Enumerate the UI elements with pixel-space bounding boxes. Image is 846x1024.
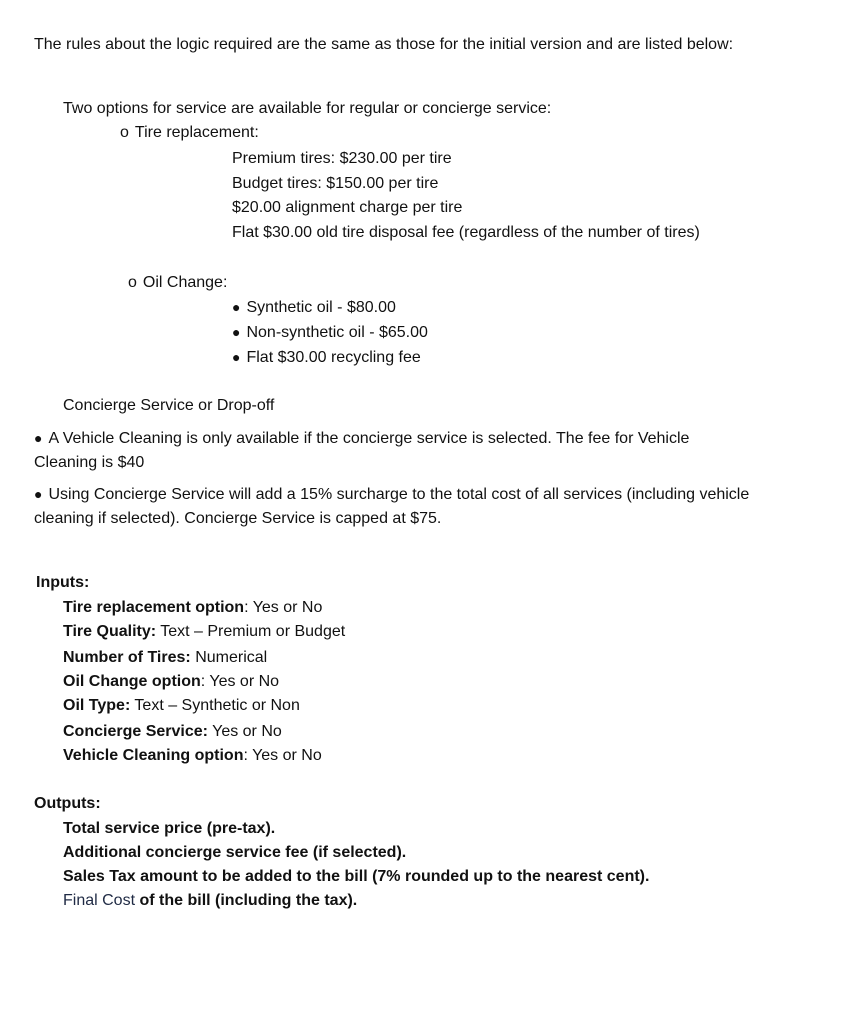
input-oil-type: Oil Type: Text – Synthetic or Non (63, 697, 300, 714)
input-oil-change: Oil Change option: Yes or No (63, 673, 280, 690)
tire-item-alignment: $20.00 alignment charge per tire (232, 199, 463, 216)
inputs-heading: Inputs: (36, 574, 90, 591)
tire-item-budget: Budget tires: $150.00 per tire (232, 175, 439, 192)
concierge-rule-cleaning: ● A Vehicle Cleaning is only available if the concierge service is selected. The fee for Vehicle Cleaning is $40 (34, 426, 754, 475)
service-options-heading: Two options for service are available for regular or concierge service: (63, 100, 552, 117)
tire-item-disposal: Flat $30.00 old tire disposal fee (regardless of the number of tires) (232, 224, 700, 241)
tire-item-premium: Premium tires: $230.00 per tire (232, 150, 452, 167)
input-tire-replacement: Tire replacement option: Yes or No (63, 599, 323, 616)
input-concierge-service: Concierge Service: Yes or No (63, 723, 282, 740)
oil-item-non-synthetic: ● Non-synthetic oil - $65.00 (232, 320, 428, 345)
output-total-price: Total service price (pre-tax). (63, 820, 276, 837)
oil-change-label: o Oil Change: (128, 271, 227, 295)
output-final-cost: Final Cost of the bill (including the tax). (63, 892, 358, 909)
oil-item-synthetic: ● Synthetic oil - $80.00 (232, 295, 396, 320)
concierge-heading: Concierge Service or Drop-off (63, 397, 275, 414)
output-concierge-fee: Additional concierge service fee (if selected). (63, 844, 407, 861)
outputs-heading: Outputs: (34, 795, 101, 812)
output-sales-tax: Sales Tax amount to be added to the bill (7% rounded up to the nearest cent). (63, 868, 650, 885)
intro-text: The rules about the logic required are the same as those for the initial version and are listed below: (34, 36, 734, 53)
concierge-rule-surcharge: ● Using Concierge Service will add a 15% surcharge to the total cost of all services (including vehicle cleaning if selected). Concierge Service is capped at $75. (34, 482, 754, 531)
tire-replacement-label: o Tire replacement: (120, 121, 259, 145)
input-tire-quality: Tire Quality: Text – Premium or Budget (63, 623, 346, 640)
input-number-of-tires: Number of Tires: Numerical (63, 649, 268, 666)
oil-item-recycling: ● Flat $30.00 recycling fee (232, 345, 421, 370)
input-vehicle-cleaning: Vehicle Cleaning option: Yes or No (63, 747, 322, 764)
